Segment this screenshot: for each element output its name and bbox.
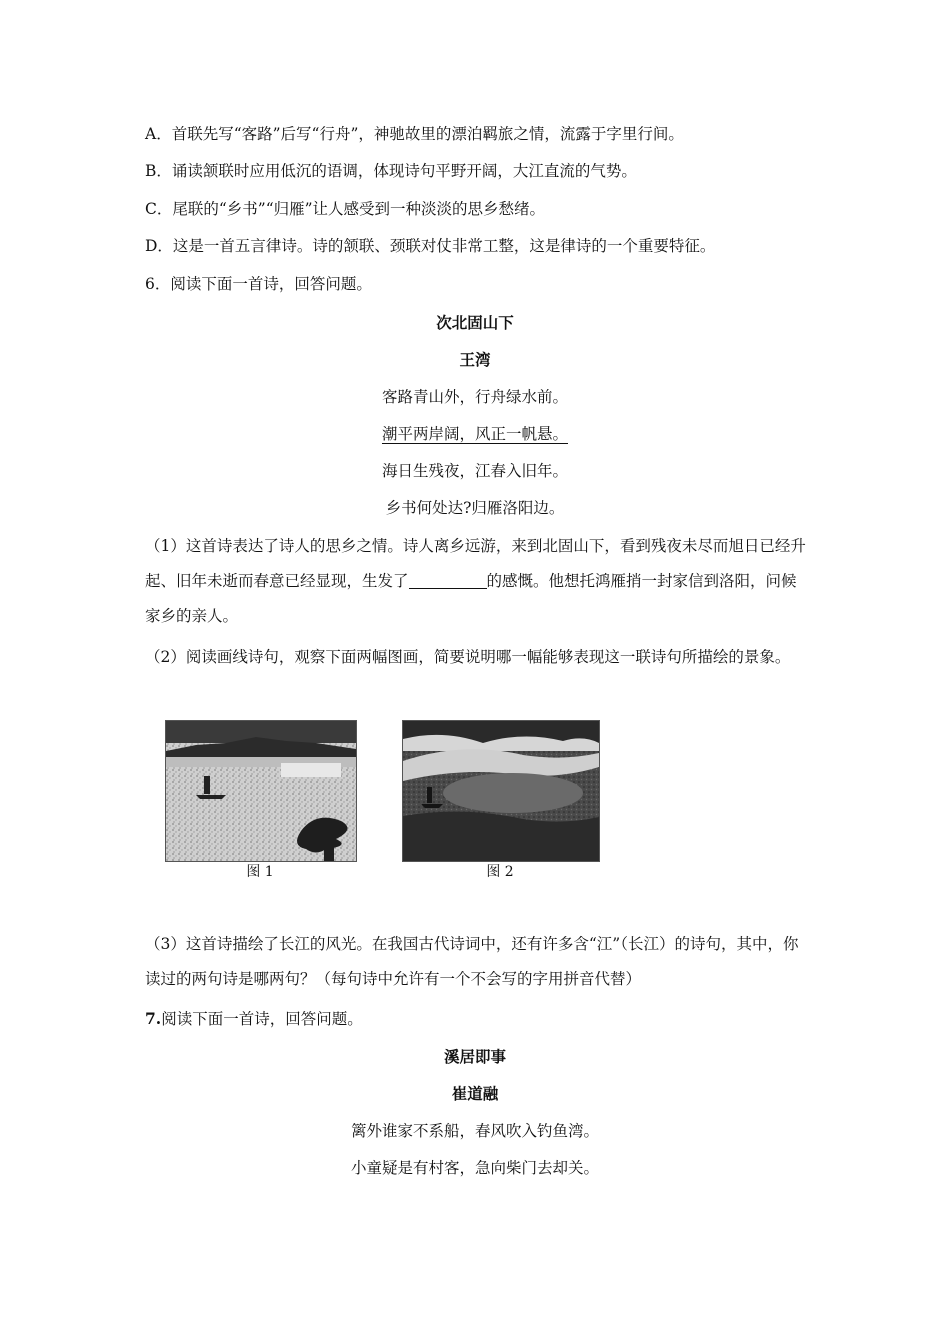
poem-title: 次北固山下 [436, 313, 514, 332]
poem-2-line-2: 小童疑是有村客，急向柴门去却关。 [350, 1159, 599, 1177]
answer-blank[interactable] [409, 572, 487, 589]
poem-line-1: 客路青山外，行舟绿水前。 [381, 388, 568, 406]
question-7-text: 阅读下面一首诗，回答问题。 [161, 1010, 363, 1028]
figure-2-caption: 图 2 [486, 864, 514, 880]
figure-2-picture [403, 721, 599, 861]
sub-question-2: （2）阅读画线诗句，观察下面两幅图画，简要说明哪一幅能够表现这一联诗句所描绘的景象。 [145, 648, 791, 666]
question-7-number: 7. [145, 1009, 162, 1028]
question-6-stem: 6．阅读下面一首诗，回答问题。 [145, 275, 372, 293]
figure-1-picture [166, 721, 356, 861]
poem-2-line-1: 篱外谁家不系船，春风吹入钓鱼湾。 [350, 1122, 599, 1140]
poem-line-3: 海日生残夜，江春入旧年。 [381, 462, 568, 480]
figure-2-image [402, 720, 600, 862]
figure-1-caption: 图 1 [246, 864, 274, 880]
option-d: D．这是一首五言律诗。诗的颔联、颈联对仗非常工整，这是律诗的一个重要特征。 [145, 237, 716, 255]
poem-line-2-underlined [0, 423, 950, 445]
sub-question-3: （3）这首诗描绘了长江的风光。在我国古代诗词中，还有许多含“江”（长江）的诗句，其中，你读过的两句诗是哪两句？（每句诗中允许有一个不会写的字用拼音代替） [145, 935, 799, 988]
option-a: A．首联先写“客路”后写“行舟”，神驰故里的漂泊羁旅之情，流露于字里行间。 [145, 125, 684, 143]
sub-question-1 [145, 529, 810, 634]
poem-author: 王湾 [459, 350, 491, 369]
question-7-stem [145, 1008, 363, 1030]
poem-2-title: 溪居即事 [443, 1047, 506, 1066]
option-b: B．诵读颔联时应用低沉的语调，体现诗句平野开阔，大江直流的气势。 [145, 162, 637, 180]
poem-line-4: 乡书何处达?归雁洛阳边。 [385, 499, 565, 517]
sub-question-1-text-end: 的感慨。他想托鸿雁捎一封家信到洛阳，问候家乡的亲人。 [145, 572, 797, 625]
figure-1-image [165, 720, 357, 862]
underlined-line: 潮平两岸阔，风正一帆悬。 [381, 425, 568, 443]
option-c: C．尾联的“乡书”“归雁”让人感受到一种淡淡的思乡愁绪。 [145, 200, 546, 218]
sub-question-1-text: （1）这首诗表达了诗人的思乡之情。诗人离乡远游，来到北固山下，看到残夜未尽而旭日已经升起、旧年未逝而春意已经显现，生发了 [145, 537, 806, 590]
poem-2-author: 崔道融 [451, 1084, 499, 1103]
